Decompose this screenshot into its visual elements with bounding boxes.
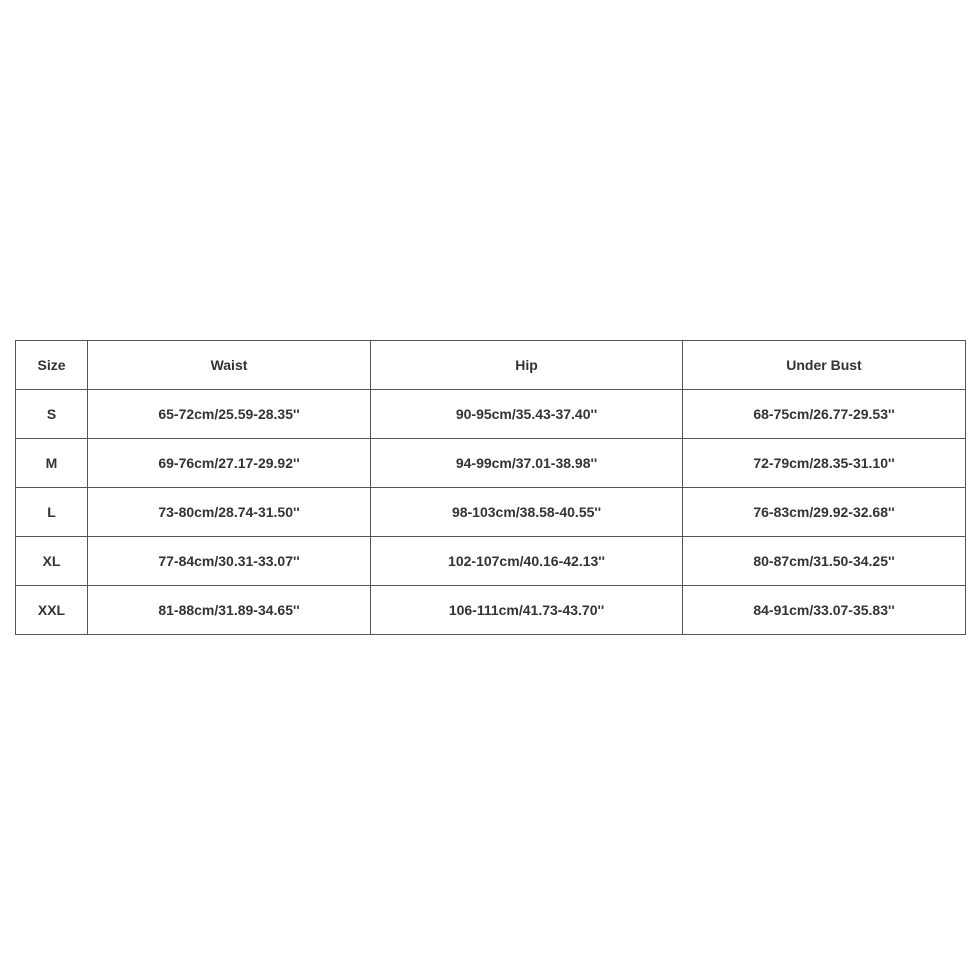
cell-size: S <box>16 390 88 439</box>
cell-hip: 90-95cm/35.43-37.40'' <box>371 390 683 439</box>
cell-size: XL <box>16 537 88 586</box>
table-row <box>16 586 966 635</box>
table-row <box>16 390 966 439</box>
table-row <box>16 439 966 488</box>
size-chart-table <box>15 340 966 635</box>
header-hip: Hip <box>371 341 683 390</box>
cell-under-bust: 80-87cm/31.50-34.25'' <box>683 537 966 586</box>
header-under-bust: Under Bust <box>683 341 966 390</box>
cell-waist: 69-76cm/27.17-29.92'' <box>88 439 371 488</box>
cell-size: L <box>16 488 88 537</box>
header-waist: Waist <box>88 341 371 390</box>
cell-under-bust: 84-91cm/33.07-35.83'' <box>683 586 966 635</box>
header-size: Size <box>16 341 88 390</box>
cell-waist: 77-84cm/30.31-33.07'' <box>88 537 371 586</box>
table-row <box>16 537 966 586</box>
cell-waist: 65-72cm/25.59-28.35'' <box>88 390 371 439</box>
cell-hip: 98-103cm/38.58-40.55'' <box>371 488 683 537</box>
cell-under-bust: 68-75cm/26.77-29.53'' <box>683 390 966 439</box>
table-row <box>16 488 966 537</box>
cell-hip: 94-99cm/37.01-38.98'' <box>371 439 683 488</box>
cell-size: XXL <box>16 586 88 635</box>
table-header-row <box>16 341 966 390</box>
cell-under-bust: 72-79cm/28.35-31.10'' <box>683 439 966 488</box>
cell-size: M <box>16 439 88 488</box>
cell-waist: 81-88cm/31.89-34.65'' <box>88 586 371 635</box>
cell-hip: 106-111cm/41.73-43.70'' <box>371 586 683 635</box>
cell-waist: 73-80cm/28.74-31.50'' <box>88 488 371 537</box>
cell-under-bust: 76-83cm/29.92-32.68'' <box>683 488 966 537</box>
cell-hip: 102-107cm/40.16-42.13'' <box>371 537 683 586</box>
